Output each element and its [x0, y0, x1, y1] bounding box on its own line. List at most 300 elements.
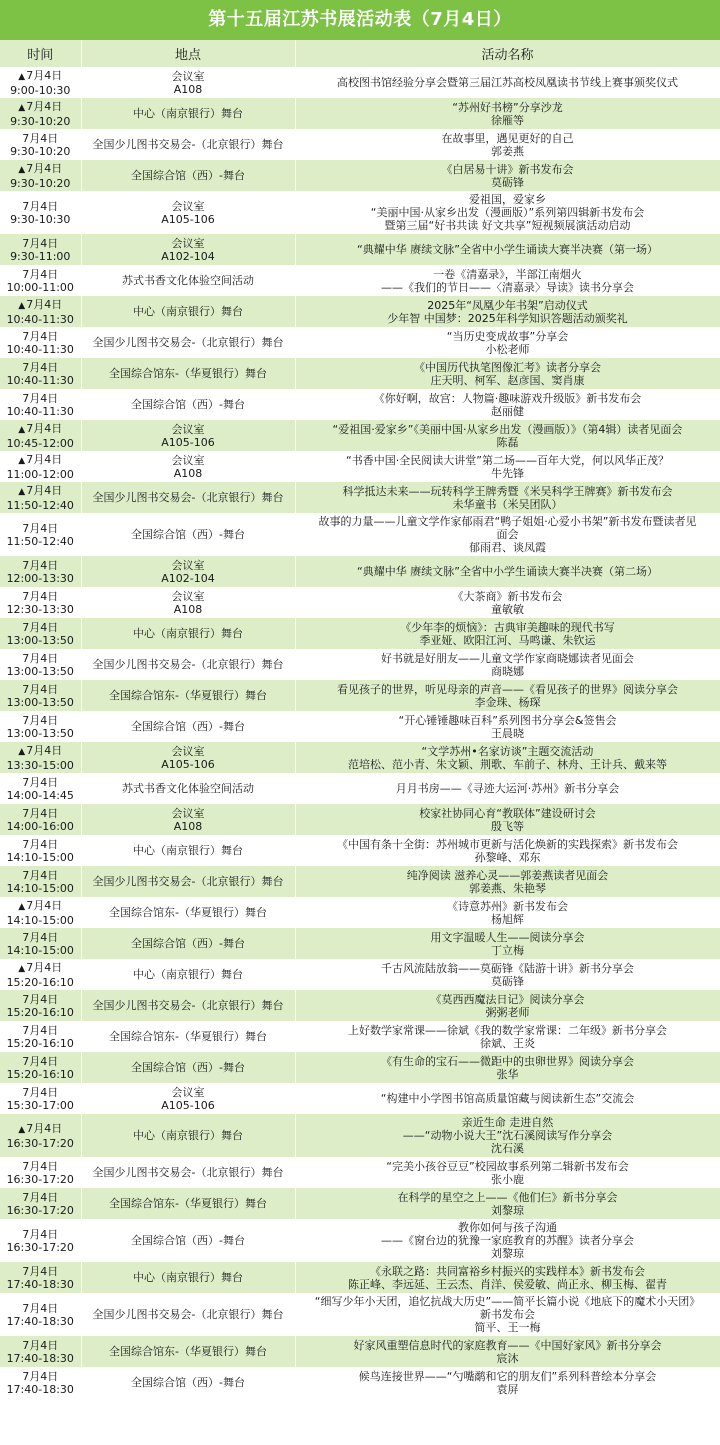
- date-text: 7月4日: [22, 868, 59, 882]
- date-text: 7月4日: [22, 1264, 59, 1278]
- time-text: 17:40-18:30: [6, 1351, 74, 1365]
- date-text: ▲ 7月4日: [3, 100, 78, 115]
- table-row: [0, 711, 720, 742]
- time-cell: [0, 98, 81, 129]
- table-row: [0, 160, 720, 191]
- date-text: 7月4日: [22, 329, 59, 343]
- activity-text: 好书就是好朋友——儿童文学作家商晓娜读者见面会: [381, 651, 634, 665]
- activity-text: 殷飞等: [491, 819, 524, 833]
- time-text: 14:10-15:00: [6, 913, 74, 927]
- activity-text: 小松老师: [485, 342, 530, 356]
- place-cell: [81, 98, 295, 129]
- activity-text: 用文字温暖人生——阅读分享会: [430, 930, 585, 944]
- date-text: 7月4日: [22, 267, 59, 281]
- time-cell: [0, 1083, 81, 1114]
- time-cell: [0, 513, 81, 556]
- table-row: [0, 959, 720, 990]
- time-cell: [0, 420, 81, 451]
- time-text: 10:40-11:30: [6, 342, 74, 356]
- place-text: A108: [173, 82, 203, 96]
- activity-text: 范培松、范小青、朱文颖、荆歌、车前子、林舟、王计兵、戴来等: [348, 757, 667, 771]
- time-cell: [0, 234, 81, 265]
- table-row: [0, 1367, 720, 1398]
- activity-text: 科学抵达未来——玩转科学王牌秀暨《米吴科学王牌赛》新书发布会: [342, 484, 673, 498]
- place-text: 苏式书香文化体验空间活动: [122, 274, 254, 287]
- place-cell: [81, 265, 295, 296]
- place-text: 全国综合馆（西）-舞台: [131, 720, 245, 733]
- place-text: 中心（南京银行）舞台: [133, 305, 243, 318]
- activity-text: 在故事里，遇见更好的自己: [441, 131, 574, 145]
- activity-cell: [295, 835, 720, 866]
- table-row: [0, 296, 720, 327]
- activity-text: 童敏敏: [491, 602, 524, 616]
- activity-cell: [295, 1021, 720, 1052]
- table-row: [0, 1021, 720, 1052]
- activity-text: 李金珠、杨琛: [474, 695, 541, 709]
- activity-text: 纯净阅读 滋养心灵——郭姜燕读者见面会: [406, 868, 609, 882]
- place-text: 中心（南京银行）舞台: [133, 844, 243, 857]
- date-text: 7月4日: [22, 1301, 59, 1315]
- activity-cell: [295, 649, 720, 680]
- activity-text: “构建中小学图书馆高质量馆藏与阅读新生态”交流会: [380, 1092, 635, 1105]
- activity-text: 高校图书馆经验分享会暨第三届江苏高校凤凰读书节线上赛事颁奖仪式: [337, 76, 678, 89]
- date-text: 7月4日: [22, 930, 59, 944]
- activity-text: “书香中国·全民阅读大讲堂”第二场——百年大党，何以风华正茂？: [346, 453, 669, 467]
- activity-text: 孙黎峰、邓东: [474, 850, 541, 864]
- activity-text: 千古风流陆放翁——莫砺锋《陆游十讲》新书分享会: [381, 961, 634, 975]
- place-text: 全国少儿图书交易会-（北京银行）舞台: [92, 336, 284, 349]
- activity-cell: [295, 742, 720, 773]
- activity-cell: [295, 587, 720, 618]
- activity-text: 《诗意苏州》新书发布会: [447, 899, 568, 913]
- time-text: 10:45-12:00: [6, 436, 74, 450]
- place-text: 中心（南京银行）舞台: [133, 1271, 243, 1284]
- activity-cell: [295, 358, 720, 389]
- date-text: 7月4日: [22, 1023, 59, 1037]
- place-cell: [81, 1367, 295, 1398]
- time-text: 15:20-16:10: [6, 1036, 74, 1050]
- place-cell: [81, 649, 295, 680]
- time-text: 11:50-12:40: [6, 498, 74, 512]
- date-text: 7月4日: [22, 199, 59, 213]
- time-cell: [0, 959, 81, 990]
- place-cell: [81, 67, 295, 98]
- table-row: [0, 1114, 720, 1157]
- activity-cell: [295, 1262, 720, 1293]
- activity-cell: [295, 680, 720, 711]
- time-text: 17:40-18:30: [6, 1314, 74, 1328]
- time-text: 17:40-18:30: [6, 1382, 74, 1396]
- place-text: A105-106: [161, 212, 215, 226]
- activity-cell: [295, 1293, 720, 1336]
- place-text: A105-106: [161, 1098, 215, 1112]
- activity-cell: [295, 1083, 720, 1114]
- place-cell: [81, 358, 295, 389]
- activity-text: 《永联之路：共同富裕乡村振兴的实践样本》新书发布会: [370, 1264, 645, 1278]
- time-text: 9:30-10:20: [10, 176, 71, 190]
- time-cell: [0, 265, 81, 296]
- activity-text: “文学苏州•名家访谈”主题交流活动: [421, 744, 594, 758]
- table-row: [0, 1219, 720, 1262]
- time-text: 13:00-13:50: [6, 726, 74, 740]
- activity-cell: [295, 67, 720, 98]
- activity-cell: [295, 296, 720, 327]
- activity-text: 新书发布会: [480, 1308, 535, 1321]
- place-text: 会议室: [171, 422, 205, 436]
- activity-text: 郭姜燕、朱艳琴: [469, 881, 546, 895]
- table-row: [0, 742, 720, 773]
- activity-cell: [295, 1114, 720, 1157]
- date-text: ▲ 7月4日: [3, 744, 78, 759]
- activity-cell: [295, 959, 720, 990]
- place-cell: [81, 191, 295, 234]
- activity-cell: [295, 897, 720, 928]
- activity-cell: [295, 804, 720, 835]
- activity-cell: [295, 389, 720, 420]
- table-row: [0, 835, 720, 866]
- time-text: 10:40-11:30: [6, 312, 74, 326]
- date-text: 7月4日: [22, 360, 59, 374]
- date-text: 7月4日: [22, 1054, 59, 1068]
- place-cell: [81, 680, 295, 711]
- time-cell: [0, 389, 81, 420]
- place-text: 全国综合馆（西）-舞台: [131, 169, 245, 182]
- activity-cell: [295, 191, 720, 234]
- activity-text: 看见孩子的世界，听见母亲的声音——《看见孩子的世界》阅读分享会: [337, 682, 678, 696]
- place-text: 中心（南京银行）舞台: [133, 107, 243, 120]
- schedule-body: [0, 67, 720, 1398]
- place-text: 全国少儿图书交易会-（北京银行）舞台: [92, 491, 284, 504]
- activity-text: “美丽中国·从家乡出发（漫画版）”系列第四辑新书发布会: [370, 206, 645, 219]
- time-text: 9:30-10:30: [10, 212, 71, 226]
- place-text: 中心（南京银行）舞台: [133, 1129, 243, 1142]
- table-row: [0, 513, 720, 556]
- activity-text: 郭姜燕: [491, 144, 524, 158]
- date-text: 7月4日: [22, 1190, 59, 1204]
- table-row: [0, 649, 720, 680]
- place-cell: [81, 897, 295, 928]
- date-text: ▲ 7月4日: [3, 162, 78, 177]
- place-text: 全国综合馆东-（华夏银行）舞台: [109, 367, 267, 380]
- date-text: 7月4日: [22, 521, 59, 535]
- activity-text: 一卷《清嘉录》，半部江南烟火: [433, 267, 582, 281]
- time-text: 9:30-10:20: [10, 144, 71, 158]
- place-cell: [81, 587, 295, 618]
- activity-cell: [295, 1052, 720, 1083]
- time-text: 9:00-10:30: [10, 83, 71, 97]
- activity-cell: [295, 711, 720, 742]
- activity-text: 教你如何与孩子沟通: [458, 1221, 557, 1234]
- time-cell: [0, 835, 81, 866]
- place-text: A108: [173, 602, 203, 616]
- table-row: [0, 327, 720, 358]
- place-cell: [81, 160, 295, 191]
- activity-text: 2025年“凤凰少年书架”启动仪式: [427, 298, 588, 312]
- time-text: 14:10-15:00: [6, 850, 74, 864]
- activity-text: 张小鹿: [491, 1172, 524, 1186]
- time-cell: [0, 451, 81, 482]
- place-cell: [81, 1157, 295, 1188]
- place-text: 全国综合馆东-（华夏银行）舞台: [109, 1345, 267, 1358]
- table-row: [0, 129, 720, 160]
- table-row: [0, 773, 720, 804]
- activity-text: 未华童书（米吴团队）: [452, 497, 563, 511]
- activity-text: 庄天明、柯军、赵彦国、窦肖康: [430, 373, 585, 387]
- activity-text: 校家社协同心育“教联体”建设研讨会: [419, 806, 596, 820]
- time-cell: [0, 482, 81, 513]
- date-text: 7月4日: [22, 236, 59, 250]
- date-text: 7月4日: [22, 1227, 59, 1241]
- time-text: 15:30-17:00: [6, 1098, 74, 1112]
- table-row: [0, 1083, 720, 1114]
- time-cell: [0, 1219, 81, 1262]
- header-time: 时间: [0, 40, 81, 67]
- time-text: 15:20-16:10: [6, 975, 74, 989]
- time-cell: [0, 866, 81, 897]
- activity-text: 暨第三届“好书共读 好文共享”短视频展演活动启动: [384, 219, 631, 232]
- activity-cell: [295, 451, 720, 482]
- date-text: 7月4日: [22, 1338, 59, 1352]
- time-text: 16:30-17:20: [6, 1172, 74, 1186]
- time-text: 16:30-17:20: [6, 1240, 74, 1254]
- activity-text: 爱祖国，爱家乡: [469, 193, 546, 206]
- activity-cell: [295, 990, 720, 1021]
- place-cell: [81, 1052, 295, 1083]
- place-text: 中心（南京银行）舞台: [133, 627, 243, 640]
- place-text: 苏式书香文化体验空间活动: [122, 782, 254, 795]
- activity-text: “完美小孩谷豆豆”校园故事系列第二辑新书发布会: [386, 1159, 629, 1173]
- place-text: 会议室: [171, 199, 205, 213]
- activity-cell: [295, 160, 720, 191]
- date-text: ▲ 7月4日: [3, 899, 78, 914]
- place-cell: [81, 773, 295, 804]
- table-row: [0, 618, 720, 649]
- activity-text: 少年智 中国梦：2025年科学知识答题活动颁奖礼: [387, 311, 628, 325]
- table-row: [0, 265, 720, 296]
- table-row: [0, 420, 720, 451]
- table-row: [0, 866, 720, 897]
- place-text: 全国综合馆（西）-舞台: [131, 398, 245, 411]
- activity-cell: [295, 866, 720, 897]
- time-text: 9:30-11:00: [10, 249, 71, 263]
- activity-text: 上好数学家常课——徐斌《我的数学家常课：二年级》新书分享会: [348, 1023, 667, 1037]
- activity-cell: [295, 234, 720, 265]
- date-text: 7月4日: [22, 1159, 59, 1173]
- activity-cell: [295, 327, 720, 358]
- activity-cell: [295, 773, 720, 804]
- place-text: 会议室: [171, 558, 205, 572]
- place-text: 全国少儿图书交易会-（北京银行）舞台: [92, 1308, 284, 1321]
- table-row: [0, 234, 720, 265]
- place-text: 全国少儿图书交易会-（北京银行）舞台: [92, 875, 284, 888]
- place-cell: [81, 618, 295, 649]
- date-text: 7月4日: [22, 391, 59, 405]
- table-row: [0, 389, 720, 420]
- date-text: ▲ 7月4日: [3, 1122, 78, 1137]
- time-cell: [0, 129, 81, 160]
- place-cell: [81, 513, 295, 556]
- header-place: 地点: [81, 40, 295, 67]
- table-row: [0, 358, 720, 389]
- time-cell: [0, 160, 81, 191]
- time-cell: [0, 804, 81, 835]
- time-text: 13:00-13:50: [6, 633, 74, 647]
- date-text: 7月4日: [22, 589, 59, 603]
- place-text: 全国少儿图书交易会-（北京银行）舞台: [92, 138, 284, 151]
- time-text: 15:20-16:10: [6, 1005, 74, 1019]
- time-text: 10:40-11:30: [6, 373, 74, 387]
- activity-text: 《你好啊，故宫：人物篇·趣味游戏升级版》新书发布会: [373, 391, 642, 405]
- place-cell: [81, 420, 295, 451]
- place-text: 全国综合馆（西）-舞台: [131, 1061, 245, 1074]
- time-cell: [0, 296, 81, 327]
- activity-text: 《有生命的宝石——微距中的虫卵世界》阅读分享会: [381, 1054, 634, 1068]
- activity-text: 袁屏: [496, 1382, 519, 1396]
- activity-text: 月月书房——《寻迹大运河·苏州》新书分享会: [395, 782, 620, 795]
- activity-text: ——《我们的节日——〈清嘉录〉导读》读书分享会: [381, 280, 634, 294]
- header-row: [0, 40, 720, 67]
- table-row: [0, 191, 720, 234]
- date-text: 7月4日: [22, 837, 59, 851]
- activity-text: 杨旭辉: [491, 912, 524, 926]
- activity-text: 《莫西西魔法日记》阅读分享会: [430, 992, 585, 1006]
- activity-text: 丁立梅: [491, 943, 524, 957]
- place-text: 全国综合馆东-（华夏银行）舞台: [109, 906, 267, 919]
- activity-text: 郁雨君、谈凤霞: [469, 541, 546, 554]
- activity-text: “开心锤锤趣味百科”系列图书分享会&签售会: [398, 713, 617, 727]
- time-text: 9:30-10:20: [10, 114, 71, 128]
- table-row: [0, 1262, 720, 1293]
- activity-cell: [295, 265, 720, 296]
- activity-cell: [295, 98, 720, 129]
- activity-text: 王晨晓: [491, 726, 524, 740]
- activity-text: 商晓娜: [491, 664, 524, 678]
- time-cell: [0, 773, 81, 804]
- activity-text: 在科学的星空之上——《他们仨》新书分享会: [397, 1190, 618, 1204]
- date-text: ▲ 7月4日: [3, 453, 78, 468]
- date-text: 7月4日: [22, 558, 59, 572]
- activity-text: 莫砺锋: [491, 974, 524, 988]
- table-row: [0, 990, 720, 1021]
- place-cell: [81, 451, 295, 482]
- activity-text: 亲近生命 走进自然: [461, 1116, 554, 1129]
- date-text: ▲ 7月4日: [3, 961, 78, 976]
- activity-text: “典耀中华 赓续文脉”全省中小学生诵读大赛半决赛（第一场）: [357, 243, 658, 256]
- date-text: ▲ 7月4日: [3, 422, 78, 437]
- table-row: [0, 67, 720, 98]
- activity-text: 候鸟连接世界——“勺嘴鹬和它的朋友们”系列科普绘本分享会: [358, 1369, 657, 1383]
- place-text: 全国综合馆（西）-舞台: [131, 1376, 245, 1389]
- activity-text: “爱祖国·爱家乡”《美丽中国·从家乡出发（漫画版）》（第4辑）读者见面会: [332, 422, 683, 436]
- table-row: [0, 482, 720, 513]
- time-cell: [0, 618, 81, 649]
- activity-text: ——“动物小说大王”沈石溪阅读写作分享会: [402, 1129, 613, 1142]
- table-row: [0, 804, 720, 835]
- place-cell: [81, 711, 295, 742]
- activity-cell: [295, 1367, 720, 1398]
- place-cell: [81, 296, 295, 327]
- schedule-table: [0, 40, 720, 1398]
- table-row: [0, 1052, 720, 1083]
- place-text: 全国少儿图书交易会-（北京银行）舞台: [92, 999, 284, 1012]
- place-cell: [81, 1336, 295, 1367]
- activity-text: 牛先锋: [491, 466, 524, 480]
- activity-text: 宸沐: [496, 1351, 519, 1365]
- date-text: 7月4日: [22, 651, 59, 665]
- header-activity: 活动名称: [295, 40, 720, 67]
- activity-text: “苏州好书榜”分享沙龙: [452, 100, 563, 114]
- place-cell: [81, 327, 295, 358]
- table-row: [0, 587, 720, 618]
- activity-cell: [295, 1336, 720, 1367]
- time-text: 14:10-15:00: [6, 881, 74, 895]
- time-text: 16:30-17:20: [6, 1203, 74, 1217]
- date-text: ▲ 7月4日: [3, 298, 78, 313]
- time-text: 14:10-15:00: [6, 943, 74, 957]
- activity-text: 陈正峰、李远延、王云杰、肖洋、侯爱敏、尚正永、柳玉梅、翟青: [348, 1277, 667, 1291]
- place-text: A102-104: [161, 249, 215, 263]
- time-text: 12:30-13:30: [6, 602, 74, 616]
- place-text: 全国综合馆（西）-舞台: [131, 528, 245, 541]
- date-text: ▲ 7月4日: [3, 484, 78, 499]
- activity-text: 《少年李的烦恼》：古典审美趣味的现代书写: [400, 620, 615, 634]
- place-text: 会议室: [171, 69, 205, 83]
- time-cell: [0, 649, 81, 680]
- activity-text: “当历史变成故事”分享会: [446, 329, 569, 343]
- time-cell: [0, 990, 81, 1021]
- time-cell: [0, 1293, 81, 1336]
- place-cell: [81, 990, 295, 1021]
- time-text: 15:20-16:10: [6, 1067, 74, 1081]
- place-cell: [81, 1219, 295, 1262]
- activity-text: 季亚娅、欧阳江河、马鸣谦、朱钦运: [419, 633, 596, 647]
- activity-text: 《中国有条十全街：苏州城市更新与活化焕新的实践探索》新书发布会: [337, 837, 678, 851]
- place-cell: [81, 1262, 295, 1293]
- table-row: [0, 1188, 720, 1219]
- activity-text: 《中国历代执笔图像汇考》读者分享会: [414, 360, 601, 374]
- date-text: 7月4日: [22, 682, 59, 696]
- time-cell: [0, 742, 81, 773]
- date-text: 7月4日: [22, 1369, 59, 1383]
- table-row: [0, 1336, 720, 1367]
- activity-cell: [295, 1219, 720, 1262]
- time-text: 10:40-11:30: [6, 404, 74, 418]
- place-text: A108: [173, 819, 203, 833]
- activity-text: 简平、王一梅: [474, 1321, 541, 1334]
- activity-text: 刘黎琼: [491, 1247, 524, 1260]
- place-cell: [81, 389, 295, 420]
- activity-text: 《白居易十讲》新书发布会: [441, 162, 574, 176]
- place-text: 全国综合馆东-（华夏银行）舞台: [109, 1197, 267, 1210]
- time-text: 16:30-17:20: [6, 1136, 74, 1150]
- activity-cell: [295, 928, 720, 959]
- place-text: 会议室: [171, 236, 205, 250]
- place-text: 会议室: [171, 806, 205, 820]
- time-cell: [0, 587, 81, 618]
- place-text: A105-106: [161, 435, 215, 449]
- table-row: [0, 1157, 720, 1188]
- table-row: [0, 1293, 720, 1336]
- place-text: 会议室: [171, 744, 205, 758]
- place-cell: [81, 959, 295, 990]
- activity-text: ——《窗台边的犹豫一家庭教育的苏醒》读者分享会: [381, 1234, 634, 1247]
- place-text: 全国综合馆（西）-舞台: [131, 1234, 245, 1247]
- table-row: [0, 928, 720, 959]
- time-text: 17:40-18:30: [6, 1277, 74, 1291]
- place-cell: [81, 129, 295, 160]
- activity-text: 故事的力量——儿童文学作家郁雨君“鸭子姐姐·心爱小书架”新书发布暨读者见: [318, 515, 697, 528]
- activity-text: 粥粥老师: [485, 1005, 530, 1019]
